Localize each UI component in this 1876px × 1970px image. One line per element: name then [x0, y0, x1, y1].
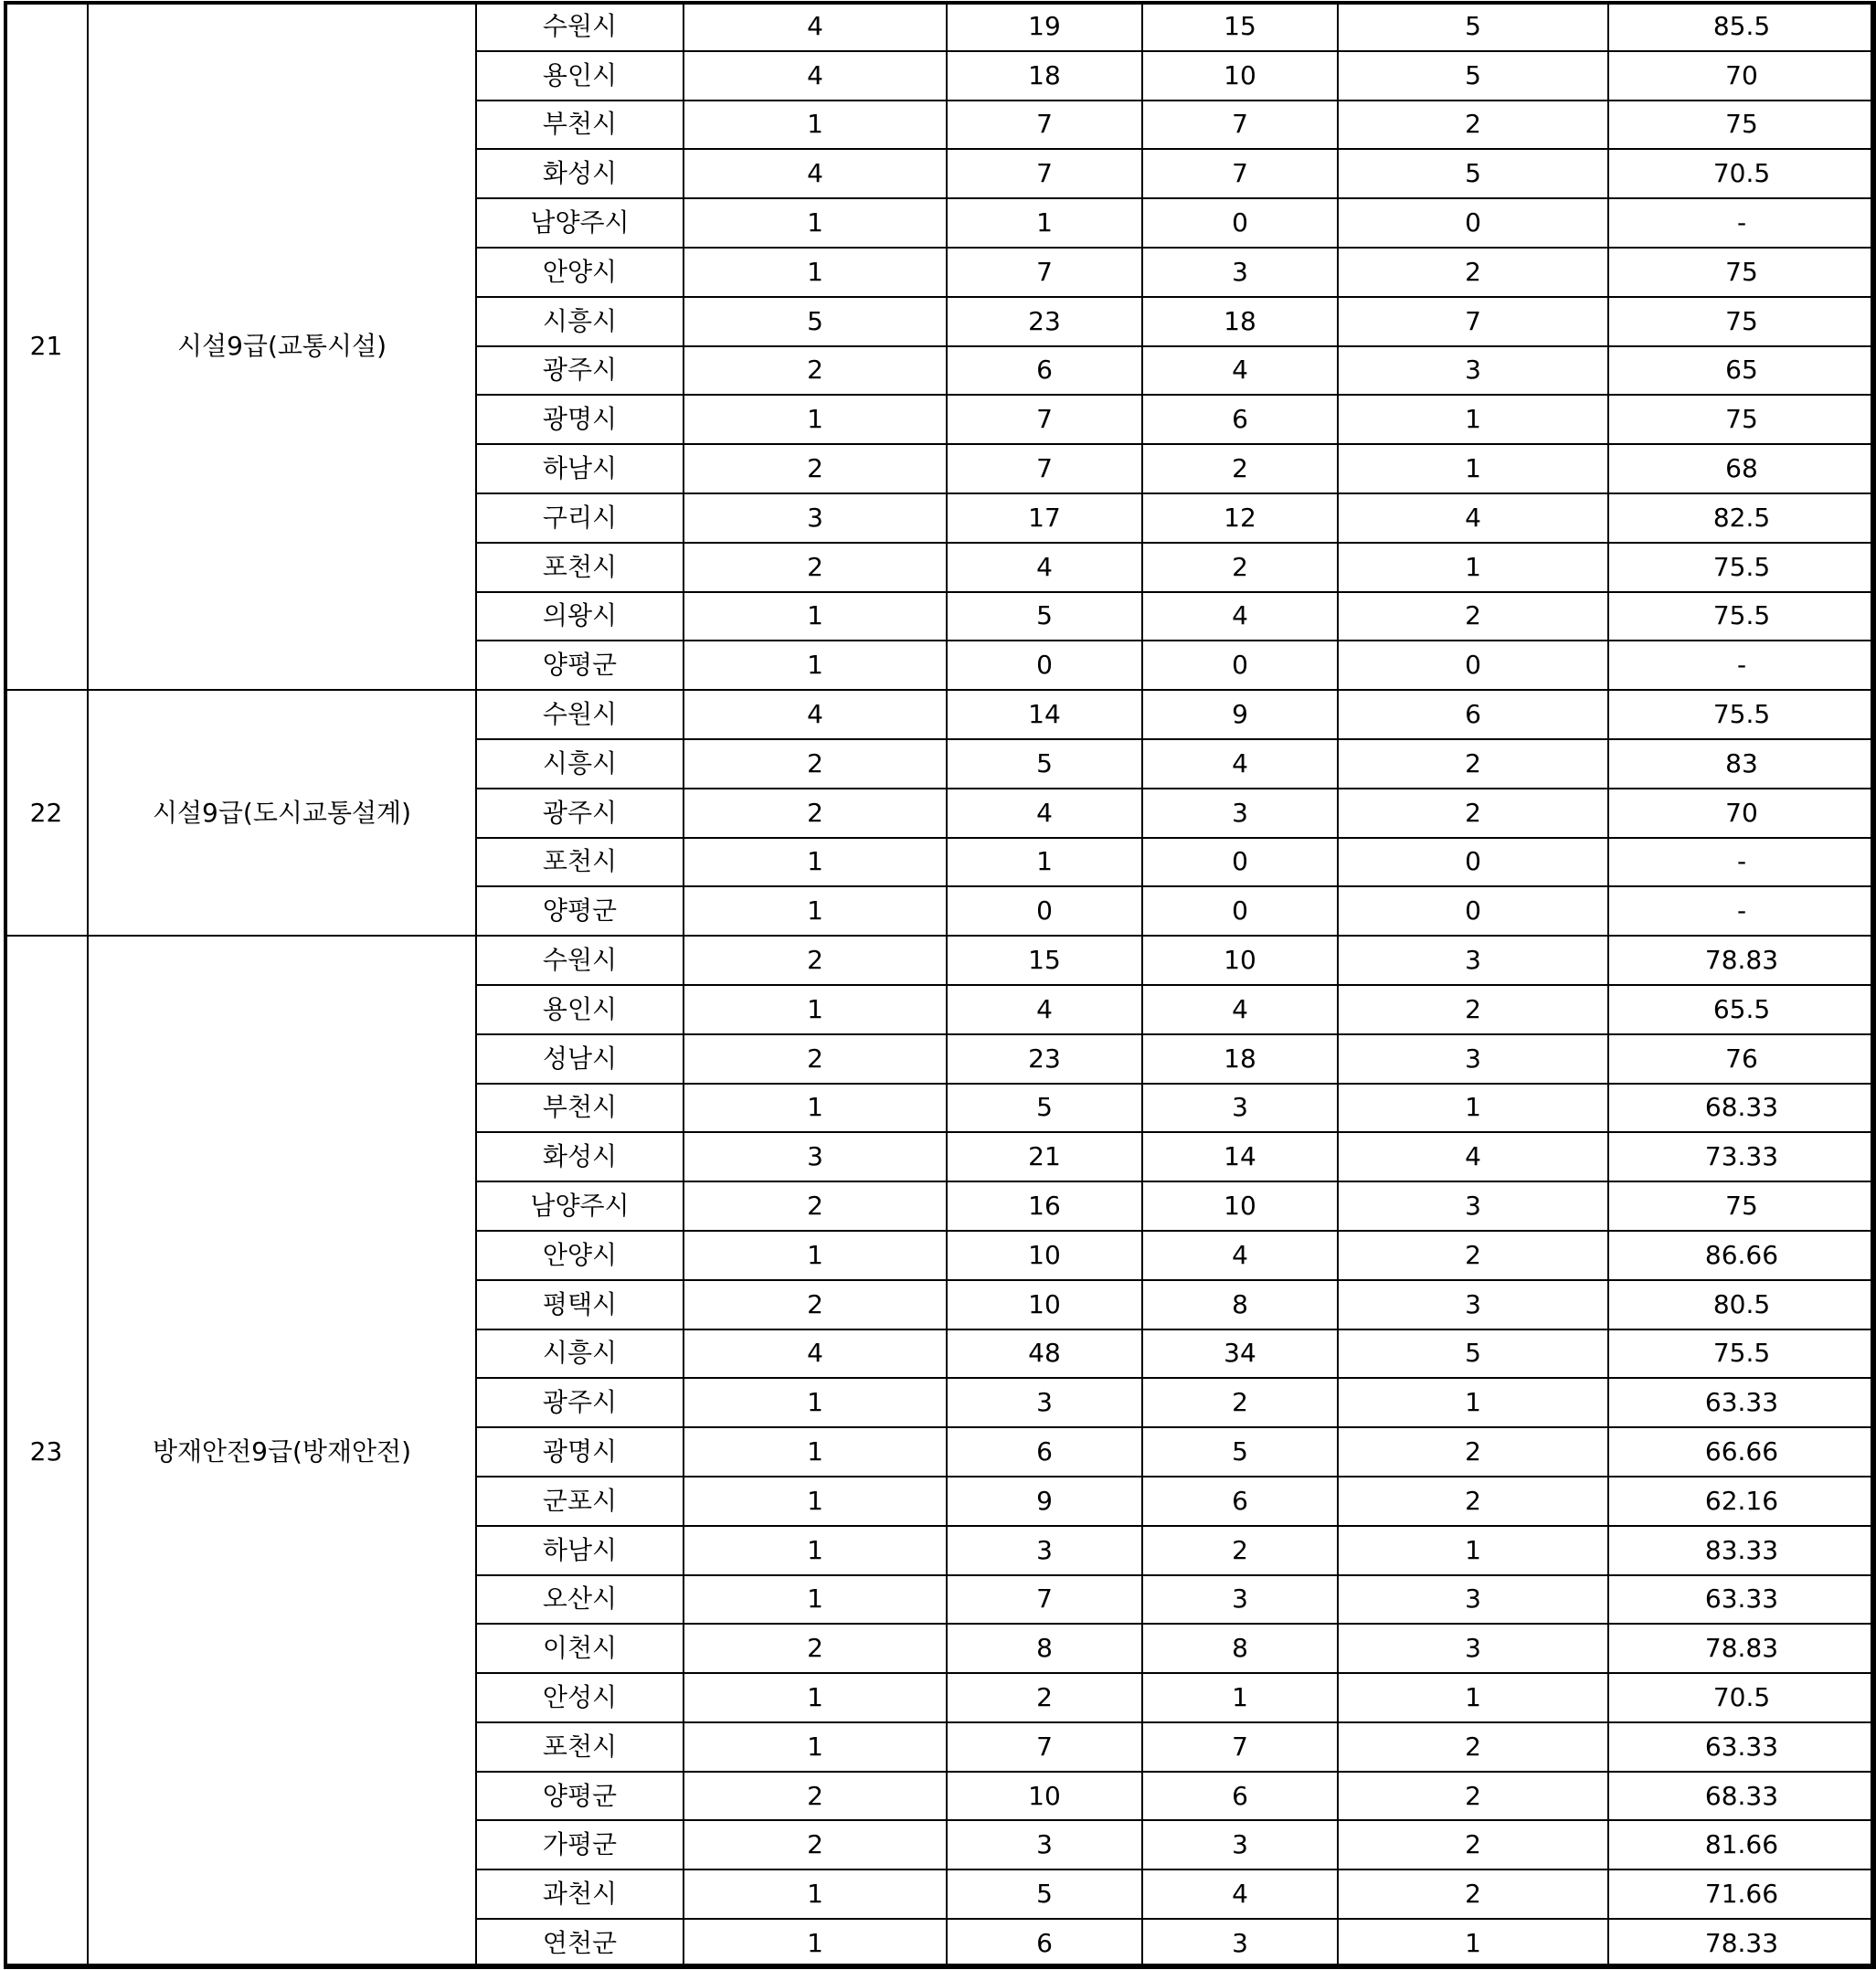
- candidates-cell: 6: [1142, 1772, 1338, 1821]
- openings-cell: 1: [684, 1919, 947, 1968]
- openings-cell: 4: [684, 1329, 947, 1379]
- cutoff-score-cell: 78.33: [1608, 1919, 1875, 1968]
- applicants-cell: 4: [947, 985, 1142, 1034]
- passers-cell: 0: [1338, 838, 1608, 887]
- cutoff-score-cell: 70.5: [1608, 1673, 1875, 1722]
- cutoff-score-cell: 86.66: [1608, 1231, 1875, 1280]
- cutoff-score-cell: 63.33: [1608, 1378, 1875, 1427]
- candidates-cell: 18: [1142, 297, 1338, 346]
- candidates-cell: 2: [1142, 543, 1338, 592]
- passers-cell: 0: [1338, 198, 1608, 248]
- applicants-cell: 3: [947, 1526, 1142, 1575]
- cutoff-score-cell: 70: [1608, 51, 1875, 101]
- openings-cell: 1: [684, 1477, 947, 1526]
- applicants-cell: 10: [947, 1231, 1142, 1280]
- openings-cell: 1: [684, 1084, 947, 1133]
- cutoff-score-cell: 65: [1608, 346, 1875, 396]
- candidates-cell: 2: [1142, 444, 1338, 493]
- applicants-cell: 7: [947, 101, 1142, 150]
- openings-cell: 1: [684, 1231, 947, 1280]
- openings-cell: 2: [684, 1181, 947, 1231]
- group-number-cell: 22: [5, 690, 88, 936]
- group-number-cell: 21: [5, 2, 88, 690]
- cutoff-score-cell: 75.5: [1608, 1329, 1875, 1379]
- openings-cell: 2: [684, 1624, 947, 1673]
- applicants-cell: 5: [947, 592, 1142, 641]
- city-cell: 양평군: [476, 641, 684, 690]
- cutoff-score-cell: 65.5: [1608, 985, 1875, 1034]
- city-cell: 시흥시: [476, 297, 684, 346]
- applicants-cell: 0: [947, 886, 1142, 936]
- openings-cell: 1: [684, 1722, 947, 1772]
- city-cell: 시흥시: [476, 739, 684, 789]
- cutoff-score-cell: 75: [1608, 297, 1875, 346]
- applicants-cell: 6: [947, 346, 1142, 396]
- passers-cell: 1: [1338, 1378, 1608, 1427]
- passers-cell: 1: [1338, 444, 1608, 493]
- openings-cell: 1: [684, 198, 947, 248]
- openings-cell: 1: [684, 1869, 947, 1919]
- city-cell: 하남시: [476, 1526, 684, 1575]
- passers-cell: 0: [1338, 886, 1608, 936]
- openings-cell: 1: [684, 248, 947, 297]
- openings-cell: 1: [684, 101, 947, 150]
- candidates-cell: 6: [1142, 1477, 1338, 1526]
- applicants-cell: 8: [947, 1624, 1142, 1673]
- candidates-cell: 3: [1142, 1575, 1338, 1625]
- cutoff-score-cell: 63.33: [1608, 1575, 1875, 1625]
- candidates-cell: 3: [1142, 248, 1338, 297]
- city-cell: 부천시: [476, 101, 684, 150]
- candidates-cell: 7: [1142, 101, 1338, 150]
- applicants-cell: 5: [947, 1869, 1142, 1919]
- city-cell: 안양시: [476, 1231, 684, 1280]
- cutoff-score-cell: 68.33: [1608, 1772, 1875, 1821]
- passers-cell: 2: [1338, 739, 1608, 789]
- applicants-cell: 4: [947, 543, 1142, 592]
- cutoff-score-cell: -: [1608, 886, 1875, 936]
- city-cell: 수원시: [476, 690, 684, 739]
- passers-cell: 5: [1338, 149, 1608, 198]
- city-cell: 포천시: [476, 1722, 684, 1772]
- passers-cell: 4: [1338, 1132, 1608, 1181]
- passers-cell: 0: [1338, 641, 1608, 690]
- passers-cell: 2: [1338, 248, 1608, 297]
- candidates-cell: 4: [1142, 985, 1338, 1034]
- applicants-cell: 16: [947, 1181, 1142, 1231]
- openings-cell: 2: [684, 936, 947, 985]
- city-cell: 부천시: [476, 1084, 684, 1133]
- city-cell: 의왕시: [476, 592, 684, 641]
- cutoff-score-cell: 85.5: [1608, 2, 1875, 51]
- passers-cell: 3: [1338, 1280, 1608, 1329]
- openings-cell: 2: [684, 346, 947, 396]
- applicants-cell: 18: [947, 51, 1142, 101]
- openings-cell: 1: [684, 985, 947, 1034]
- passers-cell: 3: [1338, 936, 1608, 985]
- candidates-cell: 6: [1142, 395, 1338, 444]
- passers-cell: 3: [1338, 1034, 1608, 1084]
- openings-cell: 4: [684, 690, 947, 739]
- candidates-cell: 3: [1142, 789, 1338, 838]
- openings-cell: 2: [684, 739, 947, 789]
- passers-cell: 2: [1338, 1231, 1608, 1280]
- cutoff-score-cell: 75: [1608, 1181, 1875, 1231]
- applicants-cell: 7: [947, 149, 1142, 198]
- applicants-cell: 9: [947, 1477, 1142, 1526]
- openings-cell: 4: [684, 51, 947, 101]
- openings-cell: 1: [684, 1427, 947, 1477]
- candidates-cell: 2: [1142, 1526, 1338, 1575]
- city-cell: 광명시: [476, 395, 684, 444]
- city-cell: 광주시: [476, 346, 684, 396]
- openings-cell: 2: [684, 1034, 947, 1084]
- openings-cell: 1: [684, 395, 947, 444]
- passers-cell: 2: [1338, 101, 1608, 150]
- job-field-cell: 시설9급(도시교통설계): [88, 690, 476, 936]
- cutoff-score-cell: 68: [1608, 444, 1875, 493]
- city-cell: 화성시: [476, 149, 684, 198]
- cutoff-score-cell: 75.5: [1608, 690, 1875, 739]
- city-cell: 수원시: [476, 2, 684, 51]
- applicants-cell: 17: [947, 493, 1142, 543]
- candidates-cell: 10: [1142, 51, 1338, 101]
- applicants-cell: 23: [947, 1034, 1142, 1084]
- city-cell: 광주시: [476, 789, 684, 838]
- applicants-cell: 10: [947, 1772, 1142, 1821]
- passers-cell: 3: [1338, 1575, 1608, 1625]
- applicants-cell: 6: [947, 1427, 1142, 1477]
- passers-cell: 2: [1338, 1869, 1608, 1919]
- applicants-cell: 3: [947, 1820, 1142, 1869]
- openings-cell: 2: [684, 1772, 947, 1821]
- applicants-cell: 6: [947, 1919, 1142, 1968]
- city-cell: 오산시: [476, 1575, 684, 1625]
- candidates-cell: 34: [1142, 1329, 1338, 1379]
- cutoff-score-cell: 70.5: [1608, 149, 1875, 198]
- passers-cell: 2: [1338, 985, 1608, 1034]
- openings-cell: 1: [684, 838, 947, 887]
- openings-cell: 2: [684, 1280, 947, 1329]
- cutoff-score-cell: 75: [1608, 395, 1875, 444]
- openings-cell: 2: [684, 444, 947, 493]
- city-cell: 광주시: [476, 1378, 684, 1427]
- candidates-cell: 0: [1142, 886, 1338, 936]
- applicants-cell: 7: [947, 248, 1142, 297]
- city-cell: 안양시: [476, 248, 684, 297]
- cutoff-score-cell: -: [1608, 641, 1875, 690]
- passers-cell: 5: [1338, 1329, 1608, 1379]
- applicants-cell: 5: [947, 1084, 1142, 1133]
- applicants-cell: 15: [947, 936, 1142, 985]
- applicants-cell: 7: [947, 1575, 1142, 1625]
- table-row: [5, 936, 1875, 985]
- cutoff-score-cell: 75: [1608, 248, 1875, 297]
- candidates-cell: 5: [1142, 1427, 1338, 1477]
- city-cell: 양평군: [476, 886, 684, 936]
- cutoff-score-cell: 68.33: [1608, 1084, 1875, 1133]
- cutoff-score-cell: 71.66: [1608, 1869, 1875, 1919]
- cutoff-score-cell: 75.5: [1608, 592, 1875, 641]
- passers-cell: 7: [1338, 297, 1608, 346]
- passers-cell: 5: [1338, 2, 1608, 51]
- applicants-cell: 5: [947, 739, 1142, 789]
- applicants-cell: 19: [947, 2, 1142, 51]
- passers-cell: 1: [1338, 1526, 1608, 1575]
- passers-cell: 4: [1338, 493, 1608, 543]
- city-cell: 용인시: [476, 51, 684, 101]
- candidates-cell: 3: [1142, 1919, 1338, 1968]
- city-cell: 남양주시: [476, 198, 684, 248]
- cutoff-score-cell: -: [1608, 198, 1875, 248]
- candidates-cell: 2: [1142, 1378, 1338, 1427]
- cutoff-score-cell: 76: [1608, 1034, 1875, 1084]
- cutoff-score-cell: 82.5: [1608, 493, 1875, 543]
- city-cell: 구리시: [476, 493, 684, 543]
- applicants-cell: 1: [947, 198, 1142, 248]
- applicants-cell: 3: [947, 1378, 1142, 1427]
- passers-cell: 2: [1338, 1772, 1608, 1821]
- openings-cell: 2: [684, 1820, 947, 1869]
- openings-cell: 4: [684, 2, 947, 51]
- openings-cell: 1: [684, 1378, 947, 1427]
- city-cell: 가평군: [476, 1820, 684, 1869]
- candidates-cell: 14: [1142, 1132, 1338, 1181]
- candidates-cell: 3: [1142, 1084, 1338, 1133]
- applicants-cell: 1: [947, 838, 1142, 887]
- passers-cell: 3: [1338, 1624, 1608, 1673]
- city-cell: 군포시: [476, 1477, 684, 1526]
- table-row: [5, 2, 1875, 51]
- candidates-cell: 18: [1142, 1034, 1338, 1084]
- cutoff-score-cell: 66.66: [1608, 1427, 1875, 1477]
- city-cell: 하남시: [476, 444, 684, 493]
- openings-cell: 1: [684, 1673, 947, 1722]
- cutoff-score-cell: 73.33: [1608, 1132, 1875, 1181]
- passers-cell: 2: [1338, 1477, 1608, 1526]
- cutoff-score-cell: 78.83: [1608, 936, 1875, 985]
- passers-cell: 2: [1338, 1722, 1608, 1772]
- city-cell: 수원시: [476, 936, 684, 985]
- table-body: [5, 2, 1875, 1968]
- applicants-cell: 48: [947, 1329, 1142, 1379]
- applicants-cell: 2: [947, 1673, 1142, 1722]
- candidates-cell: 7: [1142, 149, 1338, 198]
- passers-cell: 1: [1338, 1919, 1608, 1968]
- cutoff-score-cell: 83: [1608, 739, 1875, 789]
- city-cell: 포천시: [476, 543, 684, 592]
- city-cell: 성남시: [476, 1034, 684, 1084]
- candidates-cell: 15: [1142, 2, 1338, 51]
- applicants-cell: 23: [947, 297, 1142, 346]
- city-cell: 화성시: [476, 1132, 684, 1181]
- cutoff-score-cell: 75: [1608, 101, 1875, 150]
- cutoff-score-cell: -: [1608, 838, 1875, 887]
- city-cell: 시흥시: [476, 1329, 684, 1379]
- candidates-cell: 8: [1142, 1624, 1338, 1673]
- applicants-cell: 21: [947, 1132, 1142, 1181]
- cutoff-score-cell: 70: [1608, 789, 1875, 838]
- candidates-cell: 4: [1142, 739, 1338, 789]
- passers-cell: 1: [1338, 1084, 1608, 1133]
- candidates-cell: 4: [1142, 592, 1338, 641]
- openings-cell: 3: [684, 493, 947, 543]
- city-cell: 남양주시: [476, 1181, 684, 1231]
- candidates-cell: 0: [1142, 641, 1338, 690]
- openings-cell: 3: [684, 1132, 947, 1181]
- openings-cell: 4: [684, 149, 947, 198]
- passers-cell: 1: [1338, 395, 1608, 444]
- passers-cell: 6: [1338, 690, 1608, 739]
- city-cell: 연천군: [476, 1919, 684, 1968]
- openings-cell: 1: [684, 1526, 947, 1575]
- recruitment-results-table: [4, 1, 1876, 1969]
- candidates-cell: 8: [1142, 1280, 1338, 1329]
- candidates-cell: 4: [1142, 1869, 1338, 1919]
- city-cell: 광명시: [476, 1427, 684, 1477]
- candidates-cell: 9: [1142, 690, 1338, 739]
- candidates-cell: 4: [1142, 346, 1338, 396]
- passers-cell: 2: [1338, 1820, 1608, 1869]
- candidates-cell: 0: [1142, 198, 1338, 248]
- job-field-cell: 시설9급(교통시설): [88, 2, 476, 690]
- city-cell: 안성시: [476, 1673, 684, 1722]
- cutoff-score-cell: 81.66: [1608, 1820, 1875, 1869]
- city-cell: 양평군: [476, 1772, 684, 1821]
- job-field-cell: 방재안전9급(방재안전): [88, 936, 476, 1968]
- openings-cell: 2: [684, 543, 947, 592]
- openings-cell: 2: [684, 789, 947, 838]
- applicants-cell: 0: [947, 641, 1142, 690]
- openings-cell: 1: [684, 1575, 947, 1625]
- candidates-cell: 1: [1142, 1673, 1338, 1722]
- passers-cell: 2: [1338, 1427, 1608, 1477]
- applicants-cell: 14: [947, 690, 1142, 739]
- cutoff-score-cell: 78.83: [1608, 1624, 1875, 1673]
- openings-cell: 1: [684, 886, 947, 936]
- candidates-cell: 3: [1142, 1820, 1338, 1869]
- applicants-cell: 7: [947, 1722, 1142, 1772]
- applicants-cell: 10: [947, 1280, 1142, 1329]
- passers-cell: 1: [1338, 1673, 1608, 1722]
- openings-cell: 5: [684, 297, 947, 346]
- passers-cell: 3: [1338, 346, 1608, 396]
- passers-cell: 3: [1338, 1181, 1608, 1231]
- candidates-cell: 0: [1142, 838, 1338, 887]
- candidates-cell: 10: [1142, 1181, 1338, 1231]
- cutoff-score-cell: 62.16: [1608, 1477, 1875, 1526]
- applicants-cell: 7: [947, 444, 1142, 493]
- applicants-cell: 4: [947, 789, 1142, 838]
- cutoff-score-cell: 75.5: [1608, 543, 1875, 592]
- candidates-cell: 4: [1142, 1231, 1338, 1280]
- candidates-cell: 7: [1142, 1722, 1338, 1772]
- city-cell: 과천시: [476, 1869, 684, 1919]
- city-cell: 용인시: [476, 985, 684, 1034]
- cutoff-score-cell: 80.5: [1608, 1280, 1875, 1329]
- openings-cell: 1: [684, 641, 947, 690]
- openings-cell: 1: [684, 592, 947, 641]
- passers-cell: 2: [1338, 789, 1608, 838]
- cutoff-score-cell: 83.33: [1608, 1526, 1875, 1575]
- city-cell: 평택시: [476, 1280, 684, 1329]
- table-row: [5, 690, 1875, 739]
- applicants-cell: 7: [947, 395, 1142, 444]
- passers-cell: 1: [1338, 543, 1608, 592]
- passers-cell: 2: [1338, 592, 1608, 641]
- candidates-cell: 10: [1142, 936, 1338, 985]
- cutoff-score-cell: 63.33: [1608, 1722, 1875, 1772]
- city-cell: 포천시: [476, 838, 684, 887]
- city-cell: 이천시: [476, 1624, 684, 1673]
- passers-cell: 5: [1338, 51, 1608, 101]
- candidates-cell: 12: [1142, 493, 1338, 543]
- group-number-cell: 23: [5, 936, 88, 1968]
